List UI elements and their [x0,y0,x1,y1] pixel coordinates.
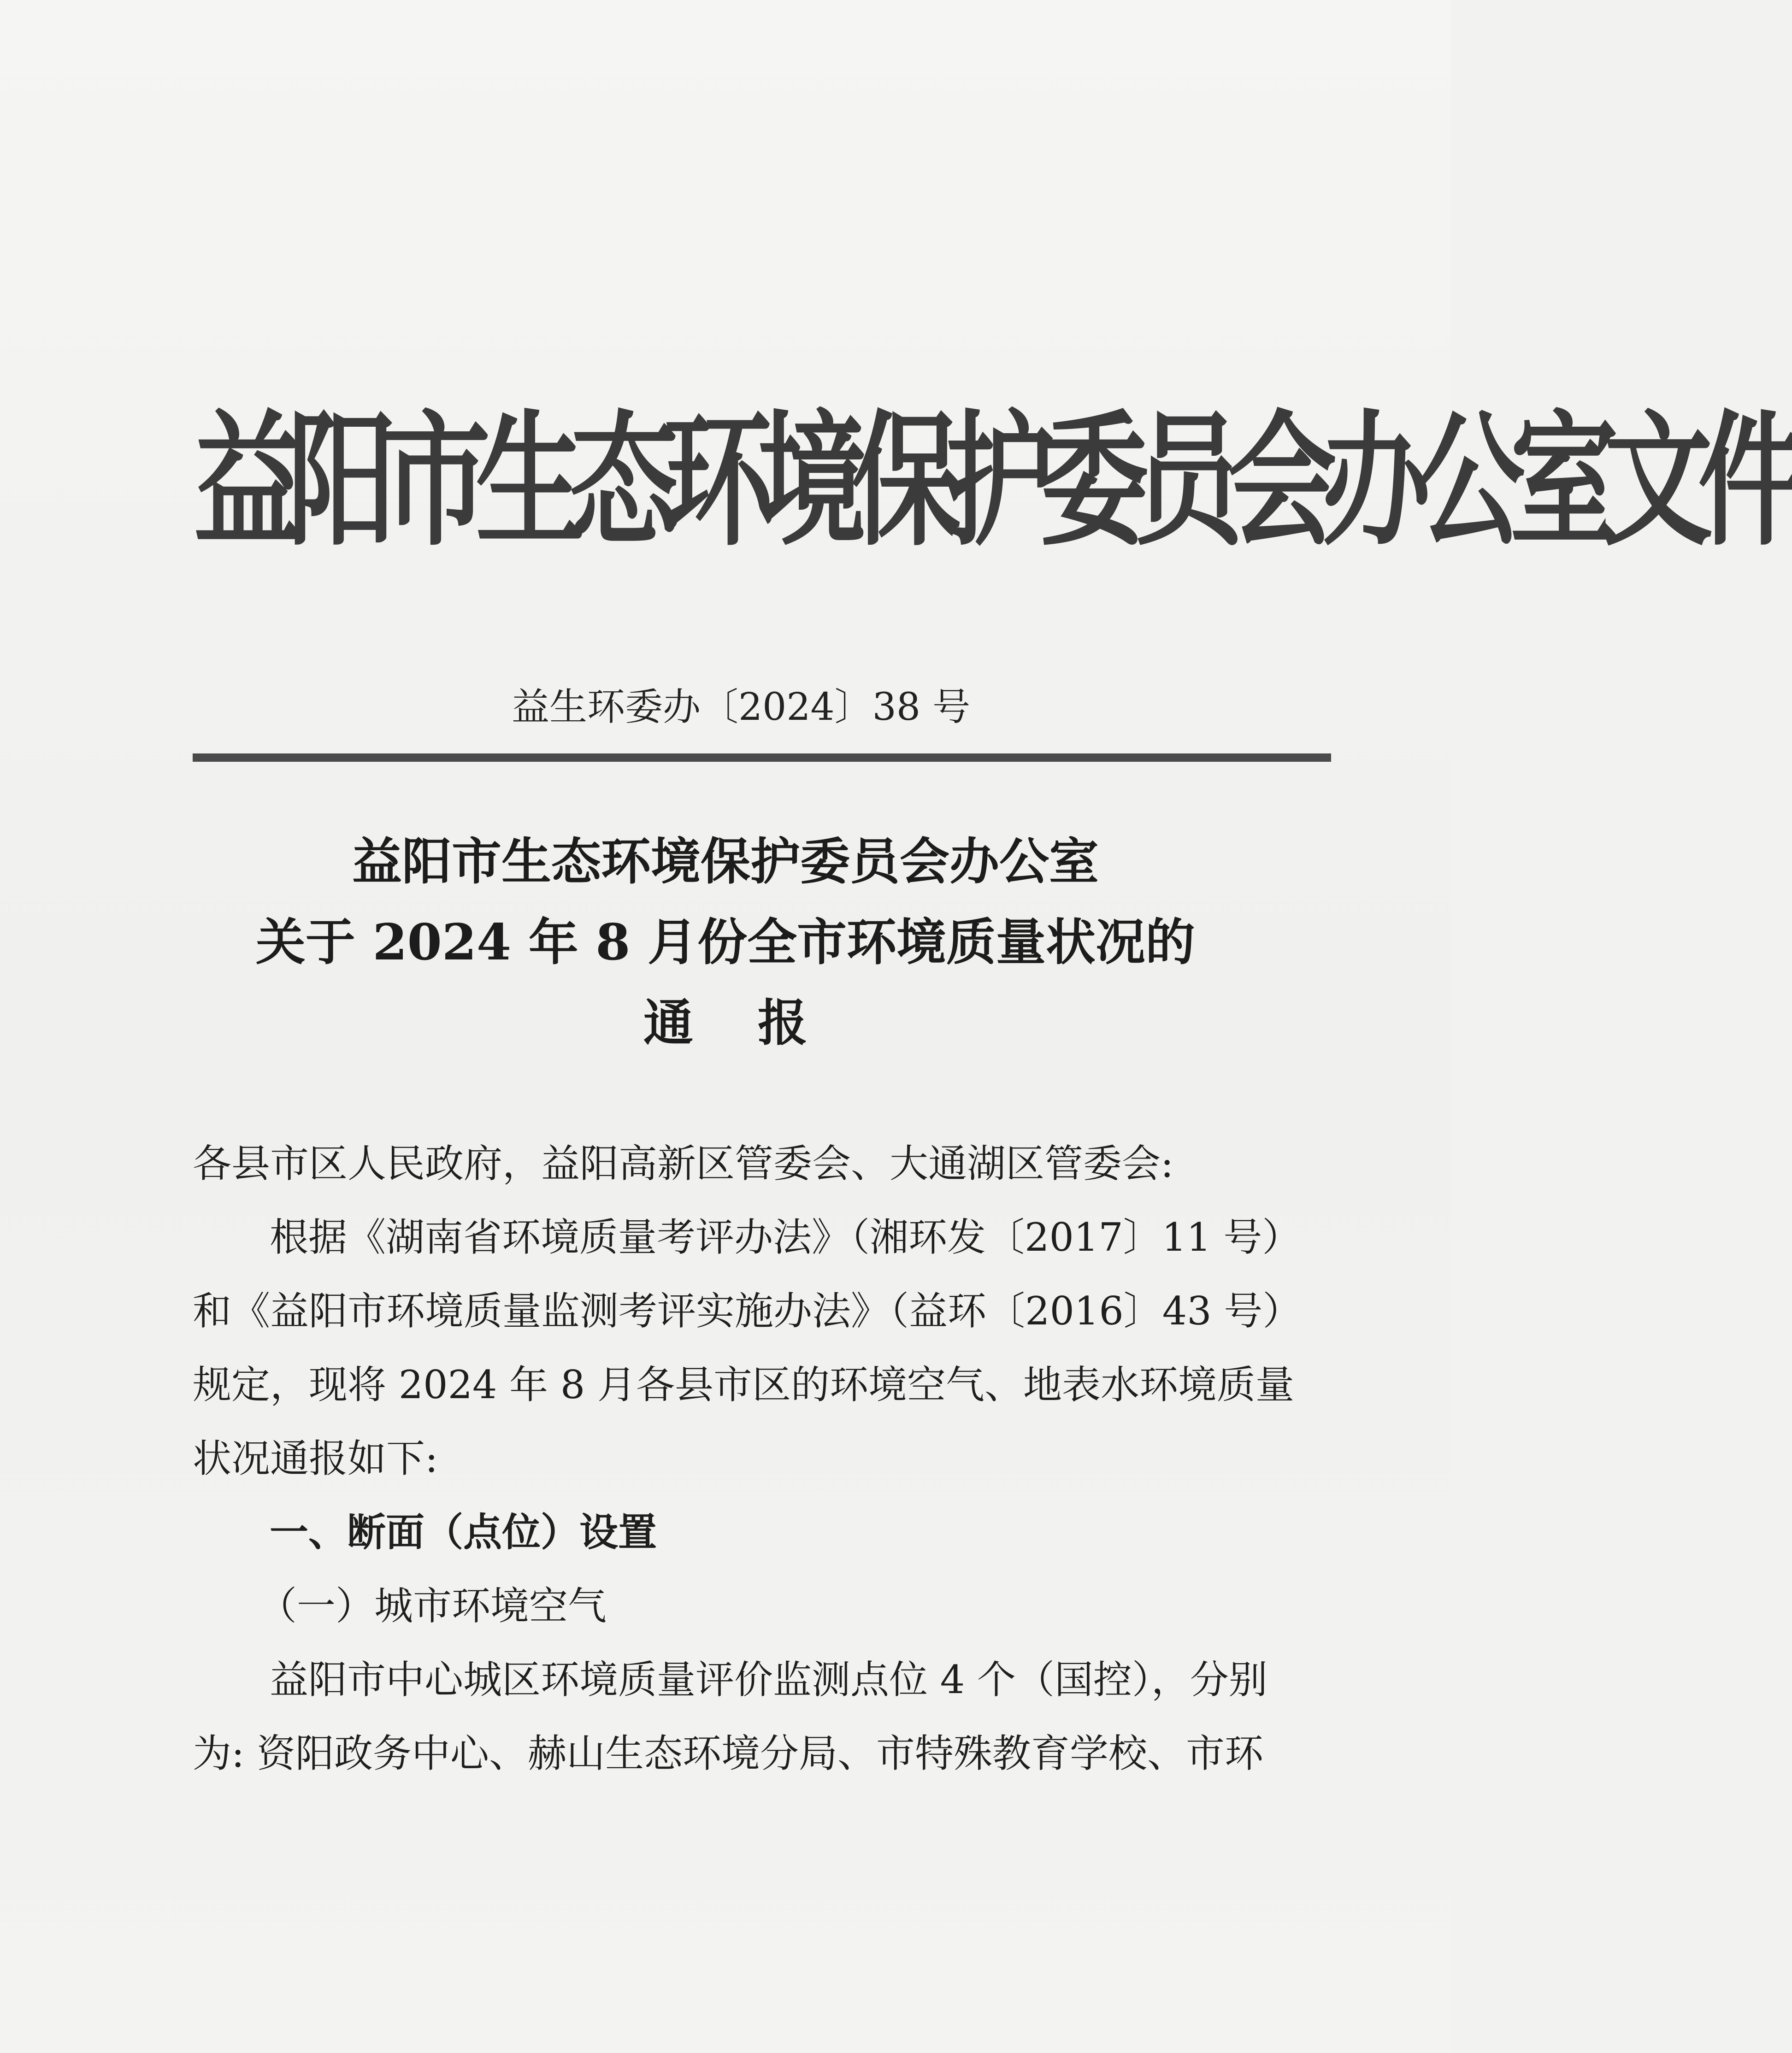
addressee-line: 各县市区人民政府，益阳高新区管委会、大通湖区管委会: [193,1141,1174,1186]
paragraph-2-line-2: 为: 资阳政务中心、赫山生态环境分局、市特殊教育学校、市环 [193,1731,1264,1776]
document-number: 益生环委办〔2024〕38 号 [512,685,971,729]
notice-title-line-2: 关于 2024 年 8 月份全市环境质量状况的 [255,913,1196,971]
paragraph-1-line-2: 和《益阳市环境质量监测考评实施办法》（益环〔2016〕43 号） [193,1288,1302,1334]
header-divider-rule [193,753,1331,762]
subsection-1-heading: （一）城市环境空气 [258,1583,607,1629]
paragraph-1-line-1: 根据《湖南省环境质量考评办法》（湘环发〔2017〕11 号） [270,1215,1301,1260]
paragraph-2-line-1: 益阳市中心城区环境质量评价监测点位 4 个（国控），分别 [270,1657,1267,1702]
section-1-heading: 一、断面（点位）设置 [270,1510,657,1555]
paragraph-1-line-4: 状况通报如下: [193,1436,438,1481]
notice-title-line-3: 通报 [643,994,872,1052]
document-header-title: 益阳市生态环境保护委员会办公室文件 [194,397,1792,566]
notice-title-line-1: 益阳市生态环境保护委员会办公室 [352,833,1099,891]
paragraph-1-line-3: 规定，现将 2024 年 8 月各县市区的环境空气、地表水环境质量 [193,1362,1295,1407]
